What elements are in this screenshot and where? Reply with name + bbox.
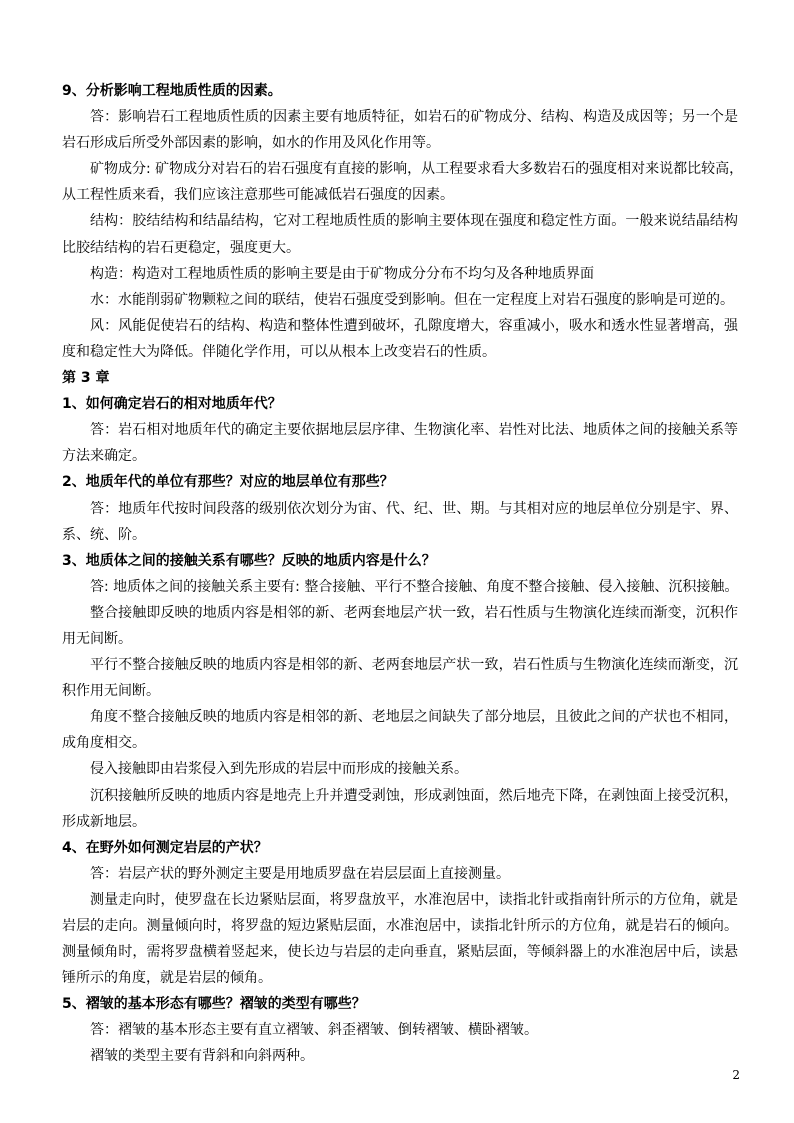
text-line: 用无间断。 xyxy=(62,630,132,647)
page-number: 2 xyxy=(732,1068,740,1082)
text-line: 第 3 章 xyxy=(62,370,110,387)
text-line: 沉积接触所反映的地质内容是地壳上升并遭受剥蚀，形成剥蚀面，然后地壳下降，在剥蚀面上接受沉积， xyxy=(90,787,738,804)
question-heading xyxy=(62,469,738,495)
paragraph xyxy=(62,156,744,208)
text-line: 测量走向时，使罗盘在长边紧贴层面，将罗盘放平，水准泡居中，读指北针或指南针所示的方位角，就是 xyxy=(90,891,738,908)
text-line: 4、在野外如何测定岩层的产状？ xyxy=(62,839,268,856)
paragraph xyxy=(62,1043,738,1069)
text-line: 整合接触即反映的地质内容是相邻的新、老两套地层产状一致，岩石性质与生物演化连续而渐变，沉积作 xyxy=(90,604,738,621)
paragraph xyxy=(62,496,738,548)
text-line: 5、褶皱的基本形态有哪些？褶皱的类型有哪些？ xyxy=(62,996,366,1013)
text-line: 答：褶皱的基本形态主要有直立褶皱、斜歪褶皱、倒转褶皱、横卧褶皱。 xyxy=(90,1022,538,1039)
paragraph xyxy=(62,652,738,704)
text-line: 9、分析影响工程地质性质的因素。 xyxy=(62,83,282,99)
paragraph xyxy=(62,208,738,260)
text-line: 岩层的走向。测量倾向时，将罗盘的短边紧贴层面，水准泡居中，读指北针所示的方位角，就是岩石的倾向。 xyxy=(62,918,738,934)
text-line: 锤所示的角度，就是岩层的倾角。 xyxy=(62,970,272,987)
paragraph xyxy=(62,704,738,756)
question-heading xyxy=(62,548,738,574)
text-line: 矿物成分: 矿物成分对岩石的岩石强度有直接的影响，从工程要求看大多数岩石的强度相对来说都比较高， xyxy=(90,161,744,178)
paragraph xyxy=(62,287,738,313)
text-line: 角度不整合接触反映的地质内容是相邻的新、老地层之间缺失了部分地层，且彼此之间的产状也不相同， xyxy=(90,709,738,726)
text-line: 答：地质年代按时间段落的级别依次划分为宙、代、纪、世、期。与其相对应的地层单位分别是宇、界、 xyxy=(90,500,738,517)
paragraph xyxy=(62,261,738,287)
text-line: 积作用无间断。 xyxy=(62,683,160,700)
text-line: 度和稳定性大为降低。伴随化学作用，可以从根本上改变岩石的性质。 xyxy=(62,343,496,360)
question-heading xyxy=(62,835,738,861)
paragraph xyxy=(62,574,738,600)
text-line: 2、地质年代的单位有那些？对应的地层单位有那些？ xyxy=(62,474,394,491)
paragraph xyxy=(62,600,738,652)
text-line: 比胶结结构的岩石更稳定，强度更大。 xyxy=(62,239,300,256)
text-line: 侵入接触即由岩浆侵入到先形成的岩层中而形成的接触关系。 xyxy=(90,761,468,778)
question-heading xyxy=(62,391,738,417)
text-line: 3、地质体之间的接触关系有哪些？反映的地质内容是什么？ xyxy=(62,552,436,569)
text-line: 风：风能促使岩石的结构、构造和整体性遭到破坏，孔隙度增大，容重减小，吸水和透水性显著增高，强 xyxy=(90,317,738,334)
text-line: 系、统、阶。 xyxy=(62,526,146,543)
question-heading xyxy=(62,78,738,104)
document-body xyxy=(62,78,744,1070)
paragraph xyxy=(62,783,738,835)
text-line: 方法来确定。 xyxy=(62,448,146,465)
text-line: 从工程性质来看，我们应该注意那些可能减低岩石强度的因素。 xyxy=(62,187,454,204)
text-line: 1、如何确定岩石的相对地质年代？ xyxy=(62,396,282,413)
paragraph xyxy=(62,861,738,887)
text-line: 答：影响岩石工程地质性质的因素主要有地质特征，如岩石的矿物成分、结构、构造及成因等；另一个是 xyxy=(90,109,738,126)
question-heading xyxy=(62,991,738,1017)
paragraph xyxy=(62,417,738,469)
chapter-heading xyxy=(62,365,738,391)
text-line: 岩石形成后所受外部因素的影响，如水的作用及风化作用等。 xyxy=(62,135,440,152)
text-line: 形成新地层。 xyxy=(62,813,146,830)
text-line: 成角度相交。 xyxy=(62,735,146,752)
paragraph xyxy=(62,1017,738,1043)
paragraph xyxy=(62,313,738,365)
text-line: 结构：胶结结构和结晶结构，它对工程地质性质的影响主要体现在强度和稳定性方面。一般来说结晶结构 xyxy=(90,213,738,230)
text-line: 褶皱的类型主要有背斜和向斜两种。 xyxy=(90,1048,314,1065)
text-line: 构造：构造对工程地质性质的影响主要是由于矿物成分分布不均匀及各种地质界面 xyxy=(90,265,594,282)
text-line: 测量倾角时，需将罗盘横着竖起来，使长边与岩层的走向垂直，紧贴层面，等倾斜器上的水准泡居中后，读悬 xyxy=(62,944,738,961)
paragraph xyxy=(62,756,738,782)
text-line: 平行不整合接触反映的地质内容是相邻的新、老两套地层产状一致，岩石性质与生物演化连续而渐变，沉 xyxy=(90,657,738,674)
text-line: 水：水能削弱矿物颗粒之间的联结，使岩石强度受到影响。但在一定程度上对岩石强度的影响是可逆的。 xyxy=(90,291,734,308)
paragraph xyxy=(62,104,738,156)
text-line: 答：岩石相对地质年代的确定主要依据地层层序律、生物演化率、岩性对比法、地质体之间的接触关系等 xyxy=(90,422,738,439)
paragraph xyxy=(62,887,738,991)
text-line: 答: 地质体之间的接触关系主要有: 整合接触、平行不整合接触、角度不整合接触、侵入接触、沉积接触。 xyxy=(90,578,739,595)
text-line: 答：岩层产状的野外测定主要是用地质罗盘在岩层层面上直接测量。 xyxy=(90,865,510,882)
